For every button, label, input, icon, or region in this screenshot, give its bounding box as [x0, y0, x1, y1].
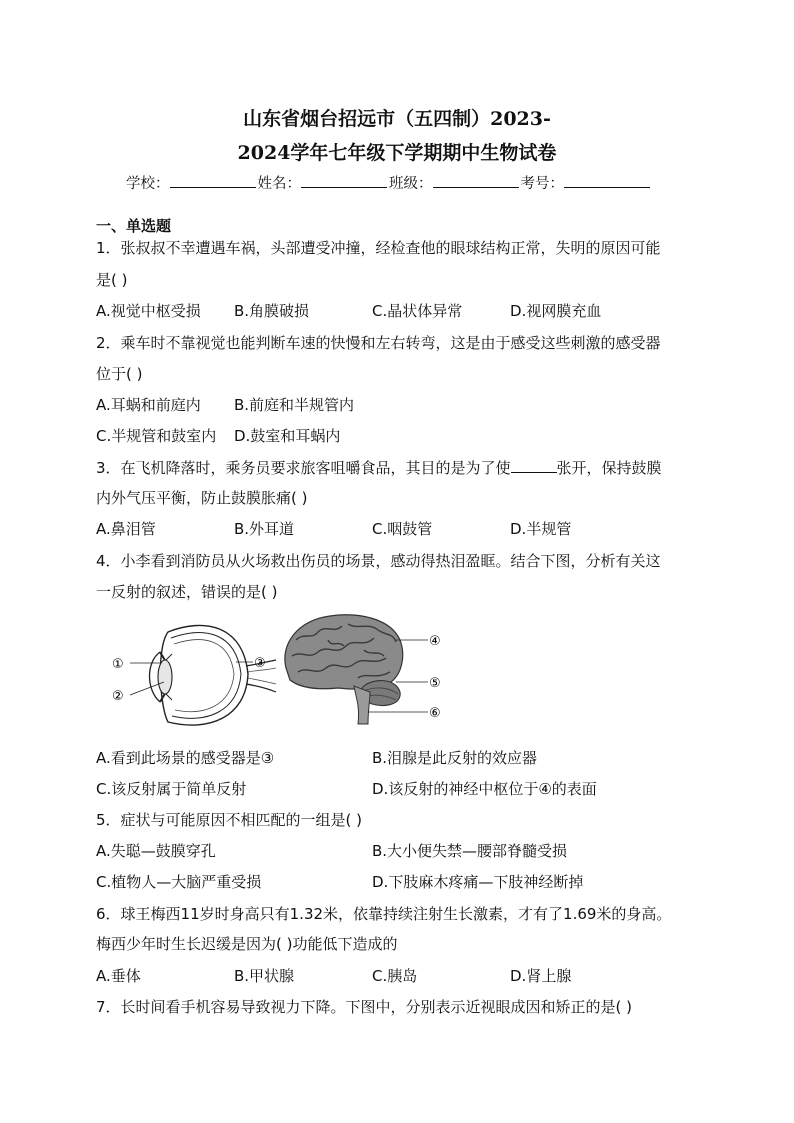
q1-option-a[interactable]: A.视觉中枢受损	[96, 302, 201, 320]
question-6-line-1: 6．球王梅西11岁时身高只有1.32米，依靠持续注射生长激素，才有了1.69米的身高。	[96, 905, 672, 923]
brain-diagram	[278, 610, 448, 726]
q4-option-c[interactable]: C.该反射属于简单反射	[96, 780, 247, 798]
question-5-line-1: 5．症状与可能原因不相匹配的一组是( )	[96, 811, 363, 829]
q2-option-b[interactable]: B.前庭和半规管内	[234, 396, 355, 414]
q3-option-c[interactable]: C.咽鼓管	[372, 520, 433, 538]
q2-option-c[interactable]: C.半规管和鼓室内	[96, 427, 217, 445]
question-2-line-2: 位于( )	[96, 365, 143, 383]
student-info-line	[126, 172, 652, 193]
q1-option-b[interactable]: B.角膜破损	[234, 302, 310, 320]
number-blank[interactable]	[564, 173, 650, 188]
number-label: 考号：	[520, 176, 564, 192]
q6-option-a[interactable]: A.垂体	[96, 967, 141, 985]
exam-title-line-1: 山东省烟台招远市（五四制）2023-	[243, 108, 551, 130]
q4-option-a[interactable]: A.看到此场景的感受器是③	[96, 749, 275, 767]
q3-fill-blank[interactable]	[511, 458, 557, 473]
q6-option-b[interactable]: B.甲状腺	[234, 967, 295, 985]
q3-option-a[interactable]: A.鼻泪管	[96, 520, 156, 538]
brain-label-6: ⑥	[429, 706, 441, 721]
eye-label-1: ①	[112, 657, 124, 672]
question-1-line-2: 是( )	[96, 271, 128, 289]
school-label: 学校：	[126, 176, 170, 192]
q6-option-d[interactable]: D.肾上腺	[510, 967, 572, 985]
question-6-line-2: 梅西少年时生长迟缓是因为( )功能低下造成的	[96, 935, 398, 953]
question-1-line-1: 1．张叔叔不幸遭遇车祸，头部遭受冲撞，经检查他的眼球结构正常，失明的原因可能	[96, 239, 661, 257]
q5-option-c[interactable]: C.植物人—大脑严重受损	[96, 873, 262, 891]
q2-option-a[interactable]: A.耳蜗和前庭内	[96, 396, 201, 414]
class-label: 班级：	[389, 176, 433, 192]
question-2-line-1: 2．乘车时不靠视觉也能判断车速的快慢和左右转弯，这是由于感受这些刺激的感受器	[96, 334, 661, 352]
question-7-line-1: 7．长时间看手机容易导致视力下降。下图中，分别表示近视眼成因和矫正的是( )	[96, 998, 633, 1016]
q3-option-d[interactable]: D.半规管	[510, 520, 572, 538]
question-4-line-2: 一反射的叙述，错误的是( )	[96, 583, 278, 601]
q1-option-c[interactable]: C.晶状体异常	[372, 302, 463, 320]
name-label: 姓名：	[257, 176, 301, 192]
q3-text-before-blank: 3．在飞机降落时，乘务员要求旅客咀嚼食品，其目的是为了使	[96, 459, 511, 477]
brain-label-5: ⑤	[429, 676, 441, 691]
eyeball-diagram	[108, 618, 280, 736]
question-4-line-1: 4．小李看到消防员从火场救出伤员的场景，感动得热泪盈眶。结合下图，分析有关这	[96, 552, 661, 570]
q5-option-a[interactable]: A.失聪—鼓膜穿孔	[96, 842, 216, 860]
eye-label-3: ③	[254, 656, 266, 671]
q4-option-b[interactable]: B.泪腺是此反射的效应器	[372, 749, 538, 767]
q1-option-d[interactable]: D.视网膜充血	[510, 302, 602, 320]
q5-option-b[interactable]: B.大小便失禁—腰部脊髓受损	[372, 842, 568, 860]
class-blank[interactable]	[433, 173, 519, 188]
question-3-line-2: 内外气压平衡，防止鼓膜胀痛( )	[96, 489, 308, 507]
section-heading: 一、单选题	[96, 217, 172, 235]
q2-option-d[interactable]: D.鼓室和耳蜗内	[234, 427, 341, 445]
q3-text-after-blank: 张开，保持鼓膜	[556, 459, 662, 477]
q4-option-d[interactable]: D.该反射的神经中枢位于④的表面	[372, 780, 597, 798]
question-3-line-1	[96, 458, 662, 478]
q3-option-b[interactable]: B.外耳道	[234, 520, 295, 538]
school-blank[interactable]	[170, 173, 256, 188]
q5-option-d[interactable]: D.下肢麻木疼痛—下肢神经断掉	[372, 873, 584, 891]
name-blank[interactable]	[301, 173, 387, 188]
eye-label-2: ②	[112, 689, 124, 704]
brain-label-4: ④	[429, 634, 441, 649]
q6-option-c[interactable]: C.胰岛	[372, 967, 418, 985]
exam-title-line-2: 2024学年七年级下学期期中生物试卷	[237, 142, 557, 164]
